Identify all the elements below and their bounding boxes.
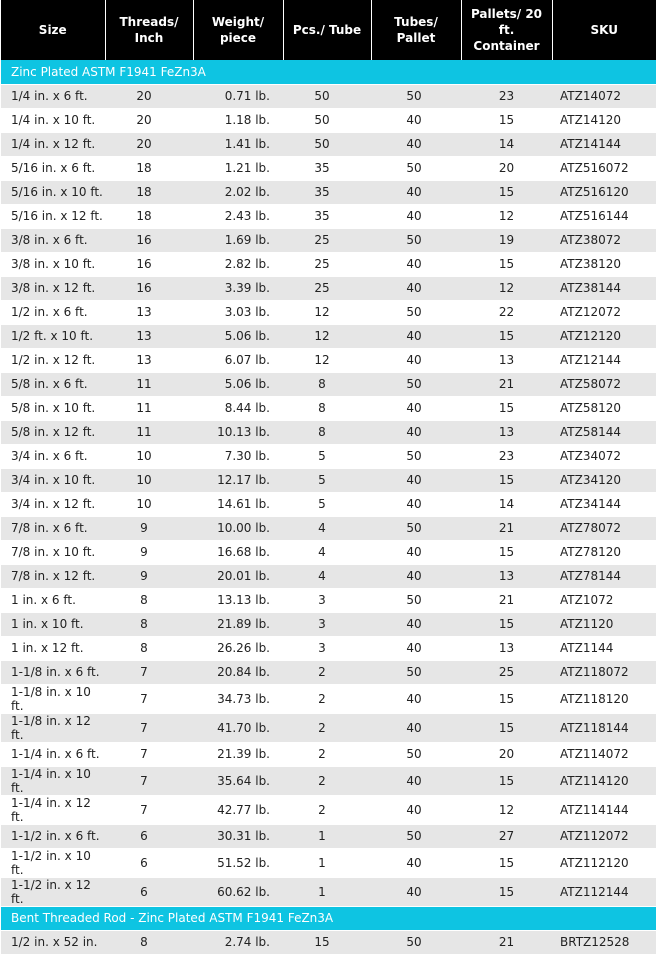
cell-pcs-per-tube: 12: [283, 348, 371, 372]
cell-pallets-per-container: 15: [461, 766, 552, 795]
cell-tubes-per-pallet: 50: [371, 84, 461, 108]
table-row: [1, 612, 656, 636]
table-row: [1, 636, 656, 660]
table-row: [1, 444, 656, 468]
cell-pcs-per-tube: 25: [283, 228, 371, 252]
cell-pcs-per-tube: 1: [283, 824, 371, 848]
cell-tubes-per-pallet: 50: [371, 300, 461, 324]
cell-weight: 10.00 lb.: [193, 516, 283, 540]
cell-sku: ATZ34144: [552, 492, 656, 516]
cell-pallets-per-container: 21: [461, 588, 552, 612]
cell-size: 1-1/2 in. x 10 ft.: [1, 848, 105, 877]
cell-weight: 1.18 lb.: [193, 108, 283, 132]
cell-tubes-per-pallet: 50: [371, 930, 461, 954]
cell-size: 1/2 in. x 52 in.: [1, 930, 105, 954]
cell-weight: 14.61 lb.: [193, 492, 283, 516]
cell-tubes-per-pallet: 50: [371, 228, 461, 252]
table-row: [1, 713, 656, 742]
cell-threads: 7: [105, 742, 193, 766]
table-row: [1, 396, 656, 420]
cell-size: 1 in. x 12 ft.: [1, 636, 105, 660]
cell-weight: 2.82 lb.: [193, 252, 283, 276]
cell-threads: 18: [105, 204, 193, 228]
header-sku: SKU: [552, 0, 656, 60]
cell-threads: 6: [105, 848, 193, 877]
cell-sku: ATZ78144: [552, 564, 656, 588]
cell-pallets-per-container: 15: [461, 180, 552, 204]
cell-pallets-per-container: 13: [461, 348, 552, 372]
cell-pcs-per-tube: 5: [283, 492, 371, 516]
table-row: [1, 742, 656, 766]
cell-size: 1-1/8 in. x 10 ft.: [1, 684, 105, 713]
cell-pcs-per-tube: 8: [283, 396, 371, 420]
cell-pallets-per-container: 15: [461, 877, 552, 906]
cell-size: 1/2 in. x 12 ft.: [1, 348, 105, 372]
table-header: [1, 0, 656, 60]
cell-tubes-per-pallet: 40: [371, 108, 461, 132]
cell-tubes-per-pallet: 50: [371, 660, 461, 684]
cell-weight: 60.62 lb.: [193, 877, 283, 906]
cell-pallets-per-container: 21: [461, 930, 552, 954]
cell-sku: ATZ12144: [552, 348, 656, 372]
cell-threads: 20: [105, 132, 193, 156]
cell-size: 5/8 in. x 10 ft.: [1, 396, 105, 420]
cell-tubes-per-pallet: 40: [371, 612, 461, 636]
cell-tubes-per-pallet: 40: [371, 795, 461, 824]
cell-pcs-per-tube: 35: [283, 204, 371, 228]
cell-pallets-per-container: 19: [461, 228, 552, 252]
cell-sku: ATZ1144: [552, 636, 656, 660]
cell-tubes-per-pallet: 40: [371, 564, 461, 588]
cell-weight: 3.39 lb.: [193, 276, 283, 300]
cell-threads: 7: [105, 684, 193, 713]
cell-threads: 18: [105, 156, 193, 180]
cell-sku: ATZ112072: [552, 824, 656, 848]
cell-sku: ATZ112144: [552, 877, 656, 906]
cell-pallets-per-container: 15: [461, 612, 552, 636]
cell-threads: 7: [105, 713, 193, 742]
cell-tubes-per-pallet: 40: [371, 492, 461, 516]
cell-sku: ATZ12072: [552, 300, 656, 324]
table-row: [1, 930, 656, 954]
cell-pcs-per-tube: 1: [283, 877, 371, 906]
cell-size: 1/4 in. x 10 ft.: [1, 108, 105, 132]
cell-size: 7/8 in. x 6 ft.: [1, 516, 105, 540]
cell-weight: 30.31 lb.: [193, 824, 283, 848]
table-row: [1, 228, 656, 252]
table-row: [1, 468, 656, 492]
header-pallets-per-container: Pallets/ 20 ft. Container: [461, 0, 552, 60]
cell-tubes-per-pallet: 40: [371, 324, 461, 348]
cell-size: 3/4 in. x 10 ft.: [1, 468, 105, 492]
table-row: [1, 204, 656, 228]
cell-sku: ATZ34072: [552, 444, 656, 468]
cell-pcs-per-tube: 25: [283, 276, 371, 300]
cell-tubes-per-pallet: 40: [371, 713, 461, 742]
cell-size: 1/2 ft. x 10 ft.: [1, 324, 105, 348]
cell-pcs-per-tube: 8: [283, 372, 371, 396]
table-row: [1, 877, 656, 906]
cell-pallets-per-container: 15: [461, 468, 552, 492]
cell-pcs-per-tube: 3: [283, 588, 371, 612]
cell-pcs-per-tube: 1: [283, 848, 371, 877]
cell-tubes-per-pallet: 50: [371, 156, 461, 180]
threaded-rod-spec-table: [1, 0, 656, 955]
cell-size: 1-1/4 in. x 6 ft.: [1, 742, 105, 766]
cell-threads: 16: [105, 228, 193, 252]
cell-sku: ATZ118144: [552, 713, 656, 742]
cell-sku: ATZ58144: [552, 420, 656, 444]
cell-pallets-per-container: 13: [461, 636, 552, 660]
cell-sku: ATZ118072: [552, 660, 656, 684]
cell-size: 1/4 in. x 6 ft.: [1, 84, 105, 108]
cell-size: 3/8 in. x 10 ft.: [1, 252, 105, 276]
table-row: [1, 588, 656, 612]
cell-weight: 0.71 lb.: [193, 84, 283, 108]
header-tubes-per-pallet: Tubes/ Pallet: [371, 0, 461, 60]
cell-threads: 6: [105, 877, 193, 906]
table-row: [1, 132, 656, 156]
table-row: [1, 108, 656, 132]
cell-sku: ATZ516120: [552, 180, 656, 204]
cell-pallets-per-container: 27: [461, 824, 552, 848]
cell-weight: 42.77 lb.: [193, 795, 283, 824]
cell-pallets-per-container: 15: [461, 684, 552, 713]
table-row: [1, 795, 656, 824]
cell-size: 1-1/2 in. x 6 ft.: [1, 824, 105, 848]
cell-tubes-per-pallet: 40: [371, 684, 461, 713]
cell-tubes-per-pallet: 40: [371, 848, 461, 877]
cell-threads: 13: [105, 300, 193, 324]
cell-weight: 26.26 lb.: [193, 636, 283, 660]
cell-sku: ATZ14144: [552, 132, 656, 156]
cell-threads: 8: [105, 930, 193, 954]
cell-sku: ATZ78120: [552, 540, 656, 564]
cell-tubes-per-pallet: 40: [371, 540, 461, 564]
cell-threads: 20: [105, 108, 193, 132]
cell-weight: 6.07 lb.: [193, 348, 283, 372]
table-row: [1, 180, 656, 204]
cell-tubes-per-pallet: 40: [371, 877, 461, 906]
cell-pallets-per-container: 23: [461, 444, 552, 468]
cell-threads: 11: [105, 420, 193, 444]
cell-pallets-per-container: 20: [461, 156, 552, 180]
cell-pcs-per-tube: 50: [283, 108, 371, 132]
cell-pcs-per-tube: 2: [283, 660, 371, 684]
cell-tubes-per-pallet: 40: [371, 180, 461, 204]
cell-sku: ATZ38072: [552, 228, 656, 252]
cell-pallets-per-container: 15: [461, 396, 552, 420]
cell-pallets-per-container: 22: [461, 300, 552, 324]
cell-pcs-per-tube: 12: [283, 324, 371, 348]
cell-threads: 16: [105, 252, 193, 276]
cell-threads: 8: [105, 612, 193, 636]
cell-size: 3/4 in. x 6 ft.: [1, 444, 105, 468]
table-row: [1, 420, 656, 444]
table-row: [1, 252, 656, 276]
cell-pcs-per-tube: 12: [283, 300, 371, 324]
cell-sku: BRTZ12528: [552, 930, 656, 954]
cell-pcs-per-tube: 5: [283, 444, 371, 468]
cell-size: 1/4 in. x 12 ft.: [1, 132, 105, 156]
cell-pcs-per-tube: 2: [283, 742, 371, 766]
cell-sku: ATZ58120: [552, 396, 656, 420]
table-row: [1, 324, 656, 348]
cell-pcs-per-tube: 8: [283, 420, 371, 444]
table-row: [1, 848, 656, 877]
header-weight-per-piece: Weight/ piece: [193, 0, 283, 60]
cell-size: 3/4 in. x 12 ft.: [1, 492, 105, 516]
cell-sku: ATZ78072: [552, 516, 656, 540]
cell-pcs-per-tube: 3: [283, 612, 371, 636]
cell-tubes-per-pallet: 50: [371, 588, 461, 612]
table-row: [1, 156, 656, 180]
table-row: [1, 540, 656, 564]
cell-weight: 1.69 lb.: [193, 228, 283, 252]
cell-weight: 7.30 lb.: [193, 444, 283, 468]
cell-pallets-per-container: 25: [461, 660, 552, 684]
cell-sku: ATZ516072: [552, 156, 656, 180]
cell-tubes-per-pallet: 40: [371, 204, 461, 228]
table-body: [1, 60, 656, 954]
cell-size: 1-1/8 in. x 6 ft.: [1, 660, 105, 684]
table-row: [1, 824, 656, 848]
cell-tubes-per-pallet: 50: [371, 516, 461, 540]
cell-size: 5/8 in. x 6 ft.: [1, 372, 105, 396]
cell-pallets-per-container: 12: [461, 795, 552, 824]
cell-threads: 11: [105, 372, 193, 396]
cell-size: 1 in. x 10 ft.: [1, 612, 105, 636]
cell-weight: 8.44 lb.: [193, 396, 283, 420]
cell-tubes-per-pallet: 40: [371, 132, 461, 156]
cell-sku: ATZ38120: [552, 252, 656, 276]
cell-sku: ATZ112120: [552, 848, 656, 877]
cell-pcs-per-tube: 2: [283, 713, 371, 742]
cell-threads: 7: [105, 660, 193, 684]
cell-tubes-per-pallet: 50: [371, 444, 461, 468]
table-row: [1, 276, 656, 300]
cell-pallets-per-container: 12: [461, 276, 552, 300]
cell-pallets-per-container: 15: [461, 324, 552, 348]
cell-pcs-per-tube: 5: [283, 468, 371, 492]
cell-pallets-per-container: 15: [461, 848, 552, 877]
cell-size: 1 in. x 6 ft.: [1, 588, 105, 612]
cell-pcs-per-tube: 35: [283, 156, 371, 180]
cell-sku: ATZ516144: [552, 204, 656, 228]
cell-threads: 11: [105, 396, 193, 420]
cell-size: 5/16 in. x 12 ft.: [1, 204, 105, 228]
cell-threads: 13: [105, 348, 193, 372]
cell-pcs-per-tube: 2: [283, 766, 371, 795]
cell-pallets-per-container: 12: [461, 204, 552, 228]
cell-threads: 10: [105, 492, 193, 516]
cell-pallets-per-container: 21: [461, 372, 552, 396]
cell-weight: 16.68 lb.: [193, 540, 283, 564]
table-row: [1, 300, 656, 324]
cell-sku: ATZ58072: [552, 372, 656, 396]
cell-sku: ATZ14072: [552, 84, 656, 108]
cell-weight: 1.41 lb.: [193, 132, 283, 156]
cell-pcs-per-tube: 50: [283, 132, 371, 156]
cell-weight: 12.17 lb.: [193, 468, 283, 492]
cell-size: 7/8 in. x 10 ft.: [1, 540, 105, 564]
cell-weight: 20.84 lb.: [193, 660, 283, 684]
cell-threads: 6: [105, 824, 193, 848]
cell-pallets-per-container: 15: [461, 252, 552, 276]
cell-sku: ATZ1072: [552, 588, 656, 612]
cell-size: 1-1/4 in. x 12 ft.: [1, 795, 105, 824]
cell-tubes-per-pallet: 40: [371, 348, 461, 372]
cell-pcs-per-tube: 4: [283, 564, 371, 588]
cell-threads: 16: [105, 276, 193, 300]
cell-pallets-per-container: 13: [461, 420, 552, 444]
table-row: [1, 84, 656, 108]
header-size: Size: [1, 0, 105, 60]
cell-weight: 41.70 lb.: [193, 713, 283, 742]
cell-pallets-per-container: 20: [461, 742, 552, 766]
cell-tubes-per-pallet: 50: [371, 824, 461, 848]
cell-weight: 35.64 lb.: [193, 766, 283, 795]
cell-tubes-per-pallet: 40: [371, 276, 461, 300]
cell-pcs-per-tube: 15: [283, 930, 371, 954]
cell-threads: 9: [105, 540, 193, 564]
cell-size: 5/16 in. x 6 ft.: [1, 156, 105, 180]
cell-threads: 20: [105, 84, 193, 108]
cell-pallets-per-container: 13: [461, 564, 552, 588]
table-row: [1, 660, 656, 684]
cell-size: 7/8 in. x 12 ft.: [1, 564, 105, 588]
section-title: Bent Threaded Rod - Zinc Plated ASTM F1941 FeZn3A: [1, 906, 656, 930]
section-header-row: [1, 906, 656, 930]
cell-size: 5/8 in. x 12 ft.: [1, 420, 105, 444]
cell-tubes-per-pallet: 50: [371, 372, 461, 396]
cell-sku: ATZ34120: [552, 468, 656, 492]
cell-threads: 8: [105, 636, 193, 660]
header-row: [1, 0, 656, 60]
cell-pcs-per-tube: 2: [283, 795, 371, 824]
cell-pcs-per-tube: 3: [283, 636, 371, 660]
cell-threads: 7: [105, 795, 193, 824]
cell-size: 1-1/4 in. x 10 ft.: [1, 766, 105, 795]
cell-threads: 10: [105, 444, 193, 468]
cell-sku: ATZ114120: [552, 766, 656, 795]
cell-size: 1-1/8 in. x 12 ft.: [1, 713, 105, 742]
cell-pcs-per-tube: 2: [283, 684, 371, 713]
cell-pallets-per-container: 14: [461, 492, 552, 516]
cell-sku: ATZ1120: [552, 612, 656, 636]
table-row: [1, 516, 656, 540]
cell-threads: 8: [105, 588, 193, 612]
cell-weight: 2.74 lb.: [193, 930, 283, 954]
cell-threads: 7: [105, 766, 193, 795]
cell-tubes-per-pallet: 40: [371, 396, 461, 420]
header-pcs-per-tube: Pcs./ Tube: [283, 0, 371, 60]
cell-sku: ATZ12120: [552, 324, 656, 348]
cell-pallets-per-container: 15: [461, 540, 552, 564]
cell-weight: 21.39 lb.: [193, 742, 283, 766]
cell-pcs-per-tube: 35: [283, 180, 371, 204]
cell-pcs-per-tube: 25: [283, 252, 371, 276]
cell-tubes-per-pallet: 40: [371, 252, 461, 276]
section-header-row: [1, 60, 656, 84]
cell-sku: ATZ114144: [552, 795, 656, 824]
section-title: Zinc Plated ASTM F1941 FeZn3A: [1, 60, 656, 84]
cell-pcs-per-tube: 4: [283, 540, 371, 564]
cell-pallets-per-container: 23: [461, 84, 552, 108]
cell-weight: 5.06 lb.: [193, 324, 283, 348]
table-row: [1, 684, 656, 713]
cell-threads: 9: [105, 564, 193, 588]
cell-size: 3/8 in. x 6 ft.: [1, 228, 105, 252]
cell-sku: ATZ114072: [552, 742, 656, 766]
cell-threads: 13: [105, 324, 193, 348]
cell-threads: 18: [105, 180, 193, 204]
cell-tubes-per-pallet: 40: [371, 766, 461, 795]
cell-sku: ATZ38144: [552, 276, 656, 300]
cell-tubes-per-pallet: 40: [371, 468, 461, 492]
cell-weight: 2.02 lb.: [193, 180, 283, 204]
cell-tubes-per-pallet: 50: [371, 742, 461, 766]
cell-weight: 21.89 lb.: [193, 612, 283, 636]
cell-size: 5/16 in. x 10 ft.: [1, 180, 105, 204]
cell-tubes-per-pallet: 40: [371, 636, 461, 660]
cell-size: 1/2 in. x 6 ft.: [1, 300, 105, 324]
cell-weight: 2.43 lb.: [193, 204, 283, 228]
table-row: [1, 492, 656, 516]
cell-tubes-per-pallet: 40: [371, 420, 461, 444]
cell-weight: 5.06 lb.: [193, 372, 283, 396]
cell-threads: 10: [105, 468, 193, 492]
cell-pallets-per-container: 15: [461, 108, 552, 132]
cell-sku: ATZ14120: [552, 108, 656, 132]
table-row: [1, 348, 656, 372]
cell-weight: 10.13 lb.: [193, 420, 283, 444]
cell-weight: 3.03 lb.: [193, 300, 283, 324]
table-row: [1, 372, 656, 396]
table-row: [1, 766, 656, 795]
cell-pcs-per-tube: 50: [283, 84, 371, 108]
cell-pcs-per-tube: 4: [283, 516, 371, 540]
cell-weight: 13.13 lb.: [193, 588, 283, 612]
cell-pallets-per-container: 15: [461, 713, 552, 742]
cell-size: 3/8 in. x 12 ft.: [1, 276, 105, 300]
cell-weight: 1.21 lb.: [193, 156, 283, 180]
cell-weight: 51.52 lb.: [193, 848, 283, 877]
table-row: [1, 564, 656, 588]
header-threads-per-inch: Threads/ Inch: [105, 0, 193, 60]
cell-pallets-per-container: 21: [461, 516, 552, 540]
cell-sku: ATZ118120: [552, 684, 656, 713]
cell-size: 1-1/2 in. x 12 ft.: [1, 877, 105, 906]
cell-weight: 34.73 lb.: [193, 684, 283, 713]
cell-threads: 9: [105, 516, 193, 540]
cell-weight: 20.01 lb.: [193, 564, 283, 588]
cell-pallets-per-container: 14: [461, 132, 552, 156]
